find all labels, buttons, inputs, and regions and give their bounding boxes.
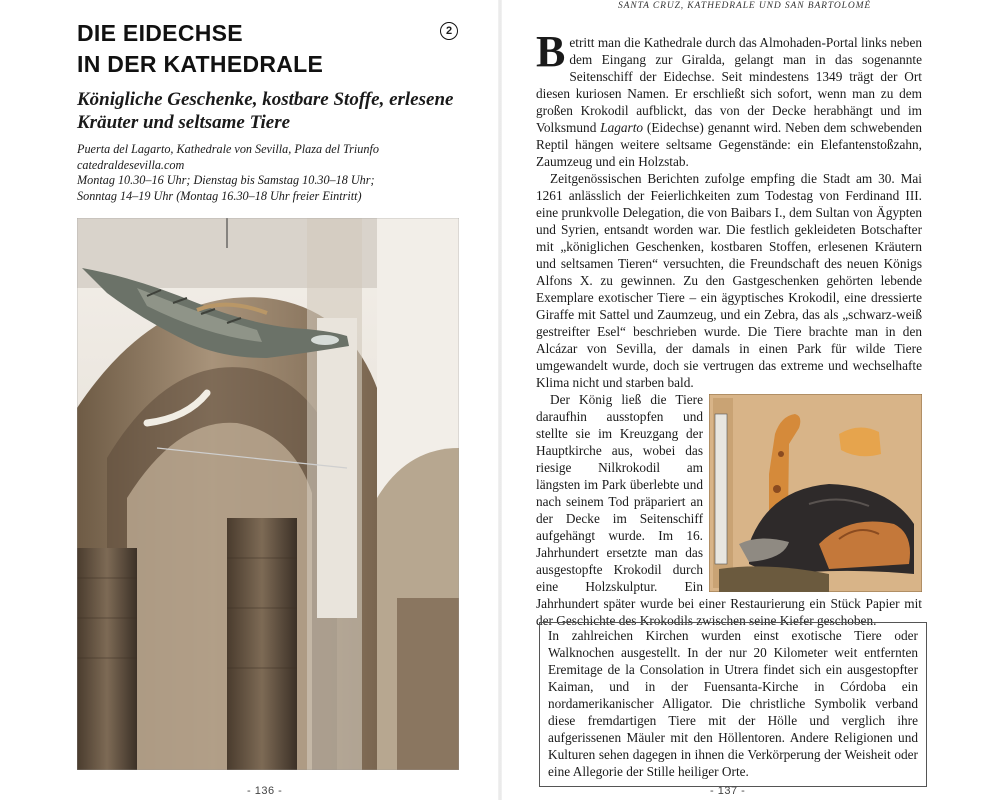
medieval-animals-illustration — [709, 394, 922, 592]
page-number-right: - 137 - — [710, 785, 746, 797]
info-hours-sunday: Sonntag 14–19 Uhr (Montag 16.30–18 Uhr freier Eintritt) — [77, 188, 362, 203]
page-number-left: - 136 - — [247, 785, 283, 797]
paragraph-2: Zeitgenössischen Berichten zufolge empfing die Stadt am 30. Mai 1261 anlässlich der Feierlichkeiten zum Todestag von Ferdinand III. eine prunkvolle Delegation, die von Baibars I., dem Sultan von Ägypten und Syrien, entsandt worden war. Die festlich gekleideten Botschafter mit „königlichen Geschenken, kostbaren Stoffen, erlesenen Kräutern und seltsamen Tieren“ versuchten, die Freundschaft des neuen Königs Alfons X. zu gewinnen. Zu den Gastgeschenken gehörten lebende Exemplare exotischer Tiere – ein ägyptisches Krokodil, eine dressierte Giraffe mit Sattel und Zaumzeug, und ein Zebra, das als „schwarz-weiß gestreifter Esel“ beschrieben wurde. Die Tiere brachte man in den Alcázar von Sevilla, der damals in einen Park für wilde Tiere umgewandelt wurde, doch sie vertrugen das extreme und wechselhafte Klima nicht und starben bald. — [536, 171, 922, 390]
paragraph-1-end: (Eidechse) genannt wird. Neben dem schwebenden Reptil hängen weitere seltsame Gegenstände: ein Elefantenstoßzahn, Zaumzeug und ein Holzstab. — [536, 120, 923, 169]
chapter-title — [77, 18, 437, 80]
chapter-title-line-1: DIE EIDECHSE — [77, 20, 243, 46]
paragraph-3 — [536, 391, 922, 629]
info-address: Puerta del Lagarto, Kathedrale von Sevilla, Plaza del Triunfo — [77, 142, 379, 156]
info-box — [539, 622, 927, 787]
paragraph-1-italic: Lagarto — [600, 120, 644, 135]
visitor-info — [77, 142, 477, 204]
info-box-text: In zahlreichen Kirchen wurden einst exotische Tiere oder Walknochen ausgestellt. In der nur 20 Kilometer weit entfernten Eremitage de la Consolation in Utrera findet sich ein ausgestopfter Kaiman, und in der Fuensanta-Kirche in Córdoba ein nordamerikanischer Alligator. Die christliche Symbolik verband diese fremdartigen Tiere mit der Hölle und verglich ihre aufgerissenen Mäuler mit den Höllentoren. Andere Religionen und Kulturen sehen dagegen in ihnen die Verkörperung der Weisheit oder eine Allegorie der Stille heiliger Orte. — [548, 628, 918, 779]
running-head: SANTA CRUZ, KATHEDRALE UND SAN BARTOLOMÉ — [618, 1, 872, 11]
chapter-title-line-2: IN DER KATHEDRALE — [77, 51, 324, 77]
info-hours-weekdays: Montag 10.30–16 Uhr; Dienstag bis Samstag 10.30–18 Uhr; — [77, 173, 375, 187]
paragraph-1-text: etritt man die Kathedrale durch das Almohaden-Portal links neben dem Eingang zur Giralda, gelangt man in das sogenannte Seitenschiff der Eidechse. Seit mindestens 1349 trägt der Ort diesen kuriosen Namen. Er erschließt sich sofort, wenn man zu dem großen Krokodil aufblickt, das von der Decke herabhängt und im Volksmund — [536, 35, 922, 135]
chapter-subtitle — [77, 88, 457, 134]
subtitle-line-2: Kräuter und seltsame Tiere — [77, 112, 291, 133]
right-page — [500, 0, 1000, 800]
info-website: catedraldesevilla.com — [77, 157, 185, 172]
paragraph-3-text: Der König ließ die Tiere daraufhin ausstopfen und stellte sie im Kreuzgang der Hauptkirche aus, wobei das riesige Nilkrokodil am längsten im Park überlebte und nach seinem Tod präpariert an der Decke im Seitenschiff aufgehängt wurde. Im 16. Jahrhundert ersetzte man das ausgestopfte Krokodil durch eine Holzskulptur. Ein Jahrhundert später wurde bei einer Restaurierung ein Stück Papier mit der Geschichte des Krokodils zwischen seine Kiefer geschoben. — [536, 392, 922, 628]
chapter-number-badge: 2 — [440, 22, 458, 40]
paragraph-1 — [536, 27, 923, 170]
article-body — [536, 27, 923, 629]
drop-cap: B — [536, 27, 566, 76]
subtitle-line-1: Königliche Geschenke, kostbare Stoffe, erlesene — [77, 89, 454, 110]
crocodile-photo — [77, 218, 459, 770]
